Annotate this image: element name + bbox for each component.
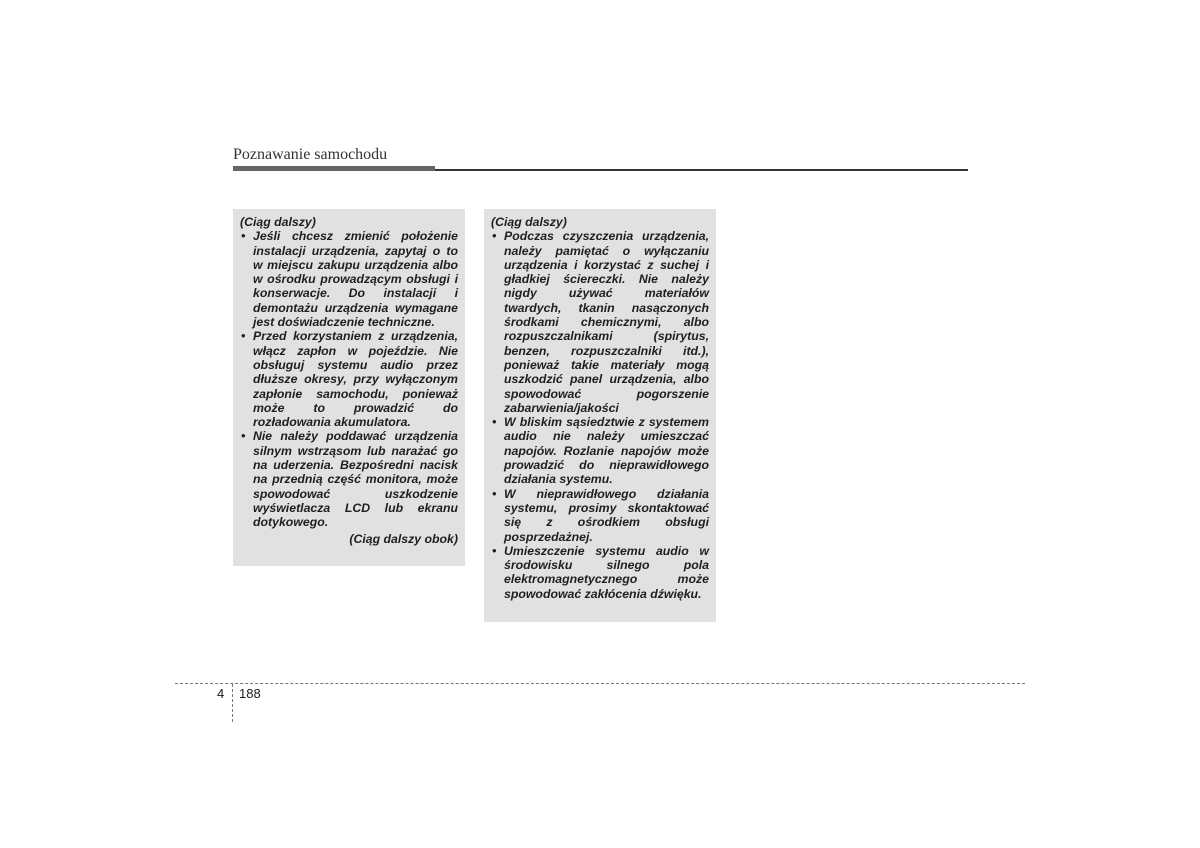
- continued-heading: (Ciąg dalszy): [491, 215, 567, 229]
- caution-box-left: [233, 209, 465, 566]
- bullet-list: [240, 229, 458, 529]
- list-item: [240, 229, 458, 329]
- header-rule-thin: [435, 169, 968, 171]
- bullet-icon: •: [492, 415, 497, 430]
- bullet-icon: •: [241, 429, 246, 444]
- chapter-number: 4: [217, 686, 225, 701]
- page-header-title: Poznawanie samochodu: [233, 146, 388, 163]
- bullet-list: [491, 229, 709, 601]
- bullet-text: Nie należy poddawać urządzenia silnym wstrząsom lub narażać go na uderzenia. Bezpośredni nacisk na przednią część monitora, może spowodować uszkodzenie wyświetlacza LCD lub ekranu dotykowego.: [253, 429, 458, 530]
- bullet-icon: •: [492, 486, 497, 501]
- bullet-text: W nieprawidłowego działania systemu, prosimy skontaktować się z ośrodkiem obsługi posprzedażnej.: [504, 486, 709, 544]
- continued-heading: (Ciąg dalszy): [240, 215, 316, 229]
- footer-vertical-rule: [232, 684, 233, 722]
- caution-box-right: [484, 209, 716, 622]
- bullet-icon: •: [241, 229, 246, 244]
- bullet-icon: •: [492, 229, 497, 244]
- bullet-icon: •: [241, 329, 246, 344]
- list-item: [491, 229, 709, 415]
- page-number: 188: [239, 686, 261, 701]
- list-item: [491, 415, 709, 486]
- bullet-text: Jeśli chcesz zmienić położenie instalacji urządzenia, zapytaj o to w miejscu zakupu urządzenia albo w ośrodku prowadzącym obsługi i konserwacje. Do instalacji i demontażu urządzenia wymagane jest doświadczenie techniczne.: [253, 229, 458, 330]
- bullet-text: Umieszczenie systemu audio w środowisku silnego pola elektromagnetycznego może spowodować zakłócenia dźwięku.: [504, 543, 709, 601]
- bullet-text: Przed korzystaniem z urządzenia, włącz zapłon w pojeździe. Nie obsługuj systemu audio przez dłuższe okresy, przy wyłączonym zapłonie samochodu, ponieważ może to prowadzić do rozładowania akumulatora.: [253, 329, 458, 430]
- list-item: [240, 429, 458, 529]
- bullet-icon: •: [492, 543, 497, 558]
- header-rule-thick: [233, 166, 435, 171]
- bullet-text: W bliskim sąsiedztwie z systemem audio nie należy umieszczać napojów. Rozlanie napojów może prowadzić do nieprawidłowego działania systemu.: [504, 415, 709, 487]
- list-item: [491, 544, 709, 601]
- bullet-text: Podczas czyszczenia urządzenia, należy pamiętać o wyłączaniu urządzenia i korzystać z suchej i gładkiej ściereczki. Nie należy nigdy używać materiałów twardych, tkanin nasączonych środkami chemicznymi, albo rozpuszczalnikami (spirytus, benzen, rozpuszczalniki itd.), ponieważ takie materiały mogą uszkodzić panel urządzenia, albo spowodować pogorszenie zabarwienia/jakości: [504, 229, 709, 415]
- list-item: [240, 329, 458, 429]
- continued-note: (Ciąg dalszy obok): [349, 531, 458, 546]
- footer-dashed-rule: [175, 683, 1025, 684]
- list-item: [491, 487, 709, 544]
